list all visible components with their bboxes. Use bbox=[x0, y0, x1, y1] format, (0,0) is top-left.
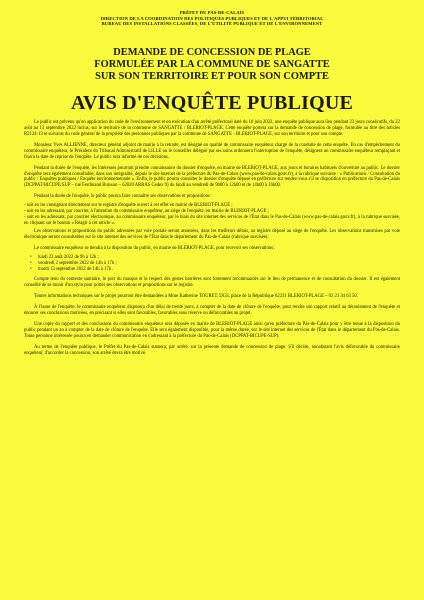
paragraph-permanences: Le commissaire enquêteur se tiendra à la disposition du public, en mairie de BLERIOT-PLAGE, pour recevoir ses observations : bbox=[34, 245, 276, 251]
observation-mode-mail: - soit en les adressant, par courrier, à l'attention du commissaire enquêteur, au siège de l'enquête, en mairie de BLERIOT-PLAGE ; bbox=[24, 209, 269, 215]
notice-subject bbox=[24, 47, 400, 83]
paragraph-observations: Pendant la durée de l'enquête, le public pourra faire connaître ses observations et propositions : bbox=[34, 194, 213, 200]
observation-mode-register: - soit en les consignant directement sur le registre d'enquête ouvert à cet effet en mairie de BLERIOT-PLAGE ; bbox=[24, 203, 233, 209]
notice-body bbox=[24, 120, 400, 357]
paragraph-copy: Une copie du rapport et des conclusions du commissaire enquêteur sera déposée en mairie de BLERIOT-PLAGE ainsi qu'en préfecture du Pas-de-Calais pour y être tenue à la disposition du public pendant un an à compter de la date de clôture de l'enquête. Elle sera également disponible, pour la même durée, sur le site internet des services de l'État dans le département du Pas-de-Calais. Toute personne intéressée pourra en demander communication en s'adressant à la préfecture du Pas-de-Calais (DCPPAT-BICUPE-SUP). bbox=[24, 322, 400, 339]
subject-line-2: FORMULÉE PAR LA COMMUNE DE SANGATTE bbox=[94, 58, 330, 70]
permanence-date: • lundi 22 août 2022 de 9h à 12h ; bbox=[24, 255, 400, 261]
issuer-line-2: DIRECTION DE LA COORDINATION DES POLITIQUES PUBLIQUES ET DE L'APPUI TERRITORIAL bbox=[100, 15, 324, 21]
paragraph-annexes: Les observations et propositions du public adressées par voie postale seront annexées, dans les meilleurs délais, au registre déposé au siège de l'enquête. Les observations transmises par voie électronique seront consultables sur le site internet des services de l'État dans le département du Pas-de-Calais (rubrique susvisée). bbox=[24, 228, 400, 240]
subject-line-1: DEMANDE DE CONCESSION DE PLAGE bbox=[113, 46, 311, 58]
paragraph-sanitary: Compte tenu du contexte sanitaire, le port du masque et le respect des gestes barrières sont fortement recommandés sur le lieu de permanence et de consultation du dossier. Il est également conseillé de se munir d'un stylo pour porter ses observations et propositions sur le registre. bbox=[24, 277, 400, 288]
issuer-header bbox=[24, 10, 400, 27]
issuer-line-1: PRÉFET DU PAS-DE-CALAIS bbox=[179, 10, 245, 15]
page-title: AVIS D'ENQUÊTE PUBLIQUE bbox=[70, 91, 354, 114]
paragraph-consultation: Pendant la durée de l'enquête, les intéressés pourront prendre connaissance du dossier d'enquête, en mairie de BLERIOT-PLAGE, aux jours et horaires habituels d'ouverture au public. Le dossier d'enquête sera également consultable, dans son intégralité, depuis le site internet de la préfecture du Pas-de-Calais (www.pas-de-calais.gouv.fr), à la rubrique suivante : « Publications / Consultation du public / Enquêtes publiques / Enquête environnementale ». Enfin, le public pourra consulter le dossier d'enquête déposé en préfecture sur rendez-vous s'il se disposition en préfecture du Pas-de-Calais (DCPPAT/BICUPE/SUP – rue Ferdinand Buisson – 62020 ARRAS Cedex 9) du lundi au vendredi de 9h00 à 12h00 et de 14h00 à 16h00. bbox=[24, 165, 400, 189]
permanence-date: • vendredi 2 septembre 2022 de 14h à 17h ; bbox=[24, 261, 400, 267]
paragraph-intro: Le public est prévenu qu'en application du code de l'environnement et en exécution d'un arrêté préfectoral daté du 10 juin 2022, une enquête publique aura lieu pendant 23 jours consécutifs, du 22 août au 13 septembre 2022 inclus, sur le territoire de la commune de SANGATTE / BLERIOT-PLAGE. Cette enquête portera sur la demande de concession de plage, formulée au titre des articles R2124-13 et suivants du code général de la propriété des personnes publiques par la commune de SANGATTE - BLERIOT-PLAGE, sur son territoire et pour son compte. bbox=[24, 119, 400, 137]
paragraph-report: À l'issue de l'enquête, le commissaire enquêteur disposera d'un délai de trente jours, à compter de la date de clôture de l'enquête, pour rendre son rapport relatif au déroulement de l'enquête et énoncer ses conclusions motivées, en précisant si elles sont favorables, favorables sous réserve ou défavorables au projet. bbox=[24, 305, 400, 317]
paragraph-commissioner: Monsieur Yves ALLIENNE, directeur général adjoint de mairie à la retraite, est désigné en qualité de commissaire enquêteur chargé de la conduite de cette enquête. En cas d'empêchement du commissaire enquêteur, le Président du Tribunal Administratif de LILLE ou le conseiller délégué par ses soins ordonnera l'interruption de l'enquête, désignera un commissaire enquêteur remplaçant et fixera la date de reprise de l'enquête. Le public sera informé de ces décisions. bbox=[24, 142, 400, 160]
permanence-dates-list bbox=[24, 255, 400, 273]
observation-modes-list bbox=[24, 203, 400, 227]
permanence-date: • mardi 13 septembre 2022 de 14h à 17h . bbox=[24, 267, 400, 273]
paragraph-decision: Au terme de l'enquête publique, le Préfet du Pas-de-Calais statuera, par arrêté, sur la présente demande de concession de plage. S'il décide, nonobstant l'avis défavorable du commissaire enquêteur, d'accorder la concession, son arrêté devra être motivé. bbox=[24, 345, 400, 356]
paragraph-information: Toutes informations techniques sur le projet pourront être demandées à Mme Katherine TOURET, DGS, place de la République 62231 BLERIOT-PLAGE – 03 21 34 63 50. bbox=[34, 294, 358, 300]
subject-line-3: SUR SON TERRITOIRE ET POUR SON COMPTE bbox=[95, 70, 329, 82]
observation-mode-email: - soit en les adressant, par courrier électronique, au commissaire enquêteur, par le biais du site internet des services de l'État dans le Pas-de-Calais (www.pas-de-calais.gouv.fr), à la rubrique susvisée, en cliquant sur le bouton « Réagir à cet article ». bbox=[24, 215, 400, 227]
issuer-line-3: BUREAU DES INSTALLATIONS CLASSÉES, DE L'UTILITÉ PUBLIQUE ET DE L'ENVIRONNEMENT bbox=[101, 21, 323, 27]
